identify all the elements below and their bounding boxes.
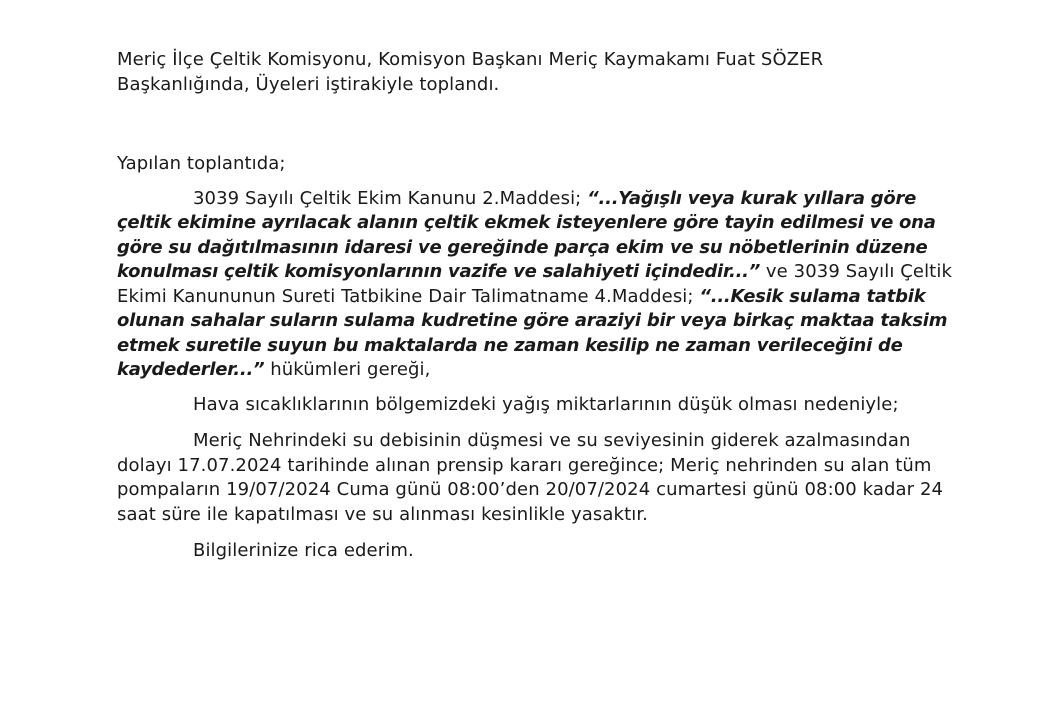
law-quote-1: “...Yağışlı veya kurak yıllara göre çeltik ekimine ayrılacak alanın çeltik ekmek isteyenlere göre tayin edilmesi ve ona göre su dağıtılmasının idaresi ve gereğinde parça ekim ve su nöbetlerinin düzene konulması çeltik komisyonlarının vazife ve salahiyeti içindedir...” [117,187,936,282]
intro-paragraph: Meriç İlçe Çeltik Komisyonu, Komisyon Başkanı Meriç Kaymakamı Fuat SÖZER Başkanlığında, Üyeleri iştirakiyle toplandı. [117,49,824,95]
greeting-line: Yapılan toplantıda; [117,153,286,174]
law-reference-text-2: ve 3039 Sayılı Çeltik Ekimi Kanununun Sureti Tatbikine Dair Talimatname 4.Maddesi; [117,261,952,307]
decision-paragraph: Meriç Nehrindeki su debisinin düşmesi ve su seviyesinin giderek azalmasından dolayı 17.07.2024 tarihinde alınan prensip kararı gereğince; Meriç nehrinden su alan tüm pompaların 19/07/2024 Cuma günü 08:00’den 20/07/2024 cumartesi günü 08:00 kadar 24 saat süre ile kapatılması ve su alınması kesinlikle yasaktır. [117,430,944,525]
document-body [117,48,957,564]
law-reference-text-3: hükümleri gereği, [264,359,431,380]
law-reference-paragraph [117,187,957,383]
law-reference-text-1: 3039 Sayılı Çeltik Ekim Kanunu 2.Maddesi; [193,187,588,209]
law-quote-2: “...Kesik sulama tatbik olunan sahalar suların sulama kudretine göre araziyi bir veya birkaç maktaa taksim etmek suretile suyun bu maktalarda ne zaman kesilip ne zaman verileceğini de kaydederler...” [117,285,948,380]
closing-line: Bilgilerinize rica ederim. [193,540,414,561]
weather-paragraph: Hava sıcaklıklarının bölgemizdeki yağış miktarlarının düşük olması nedeniyle; [193,393,899,415]
